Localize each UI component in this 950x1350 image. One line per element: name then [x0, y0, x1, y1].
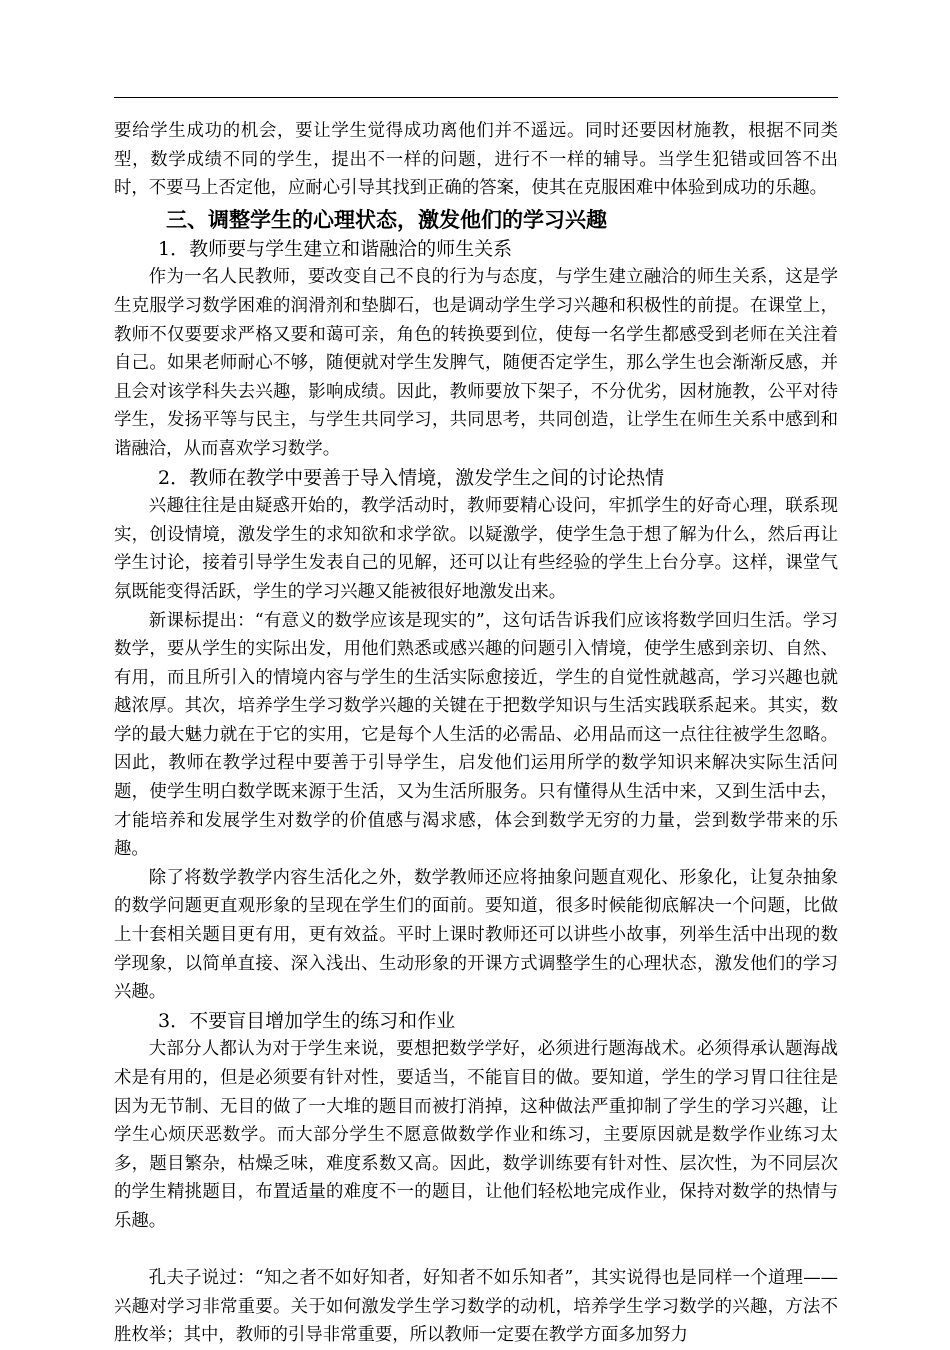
paragraph: 新课标提出：“有意义的数学应该是现实的”，这句话告诉我们应该将数学回归生活。学习数学，要从学生的实际出发，用他们熟悉或感兴趣的问题引入情境，使学生感到亲切、自然、有用，而且所引入的情境内容与学生的生活实际愈接近，学生的自觉性就越高，学习兴趣也就越浓厚。其次，培养学生学习数学兴趣的关键在于把数学知识与生活实践联系起来。其实，数学的最大魅力就在于它的实用，它是每个人生活的必需品、必用品而这一点往往被学生忽略。因此，教师在教学过程中要善于引导学生，启发他们运用所学的数学知识来解决实际生活问题，使学生明白数学既来源于生活，又为生活所服务。只有懂得从生活中来，又到生活中去，才能培养和发展学生对数学的价值感与渴求感，体会到数学无穷的力量，尝到数学带来的乐趣。 — [114, 610, 838, 860]
document-body — [114, 117, 838, 1350]
blank-line — [114, 1236, 838, 1265]
subheading-3: 3．不要盲目增加学生的练习和作业 — [158, 1009, 456, 1032]
paragraph: 除了将数学教学内容生活化之外，数学教师还应将抽象问题直观化、形象化，让复杂抽象的数学问题更直观形象的呈现在学生们的面前。要知道，很多时候能彻底解决一个问题，比做上十套相关题目更有用，更有效益。平时上课时教师还可以讲些小故事，列举生活中出现的数学现象，以简单直接、深入浅出、生动形象的开课方式调整学生的心理状态，激发他们的学习兴趣。 — [114, 867, 838, 1003]
header-rule — [114, 97, 838, 98]
paragraph: 作为一名人民教师，要改变自己不良的行为与态度，与学生建立融洽的师生关系，这是学生克服学习数学困难的润滑剂和垫脚石，也是调动学生学习兴趣和积极性的前提。在课堂上，教师不仅要要求严格又要和蔼可亲，角色的转换要到位，使每一名学生都感受到老师在关注着自己。如果老师耐心不够，随便就对学生发脾气，随便否定学生，那么学生也会渐渐反感，并且会对该学科失去兴趣，影响成绩。因此，教师要放下架子，不分优劣，因材施教，公平对待学生，发扬平等与民主，与学生共同学习，共同思考，共同创造，让学生在师生关系中感到和谐融洽，从而喜欢学习数学。 — [114, 267, 838, 459]
paragraph: 大部分人都认为对于学生来说，要想把数学学好，必须进行题海战术。必须得承认题海战术是有用的，但是必须要有针对性，要适当，不能盲目的做。要知道，学生的学习胃口往往是因为无节制、无目的做了一大堆的题目而被打消掉，这种做法严重抑制了学生的学习兴趣，让学生心烦厌恶数学。而大部分学生不愿意做数学作业和练习，主要原因就是数学作业练习太多，题目繁杂，枯燥乏味，难度系数又高。因此，数学训练要有针对性、层次性，为不同层次的学生精挑题目，布置适量的难度不一的题目，让他们轻松地完成作业，保持对数学的热情与乐趣。 — [114, 1039, 838, 1231]
intro-paragraph: 要给学生成功的机会，要让学生觉得成功离他们并不遥远。同时还要因材施教，根据不同类型，数学成绩不同的学生，提出不一样的问题，进行不一样的辅导。当学生犯错或回答不出时，不要马上否定他，应耐心引导其找到正确的答案，使其在克服困难中体验到成功的乐趣。 — [114, 121, 838, 199]
subheading-2: 2．教师在教学中要善于导入情境，激发学生之间的讨论热情 — [158, 466, 665, 489]
paragraph: 兴趣往往是由疑惑开始的，教学活动时，教师要精心设问，牢抓学生的好奇心理，联系现实，创设情境，激发学生的求知欲和求学欲。以疑激学，使学生急于想了解为什么，然后再让学生讨论，接着引导学生发表自己的见解，还可以让有些经验的学生上台分享。这样，课堂气氛既能变得活跃，学生的学习兴趣又能被很好地激发出来。 — [114, 496, 838, 602]
section-title: 三、调整学生的心理状态，激发他们的学习兴趣 — [166, 206, 607, 232]
subheading-1: 1．教师要与学生建立和谐融洽的师生关系 — [158, 237, 513, 260]
closing-paragraph: 孔夫子说过：“知之者不如好知者，好知者不如乐知者”，其实说得也是同样一个道理——兴趣对学习非常重要。关于如何激发学生学习数学的动机，培养学生学习数学的兴趣，方法不胜枚举；其中，教师的引导非常重要，所以教师一定要在教学方面多加努力 — [114, 1268, 838, 1346]
